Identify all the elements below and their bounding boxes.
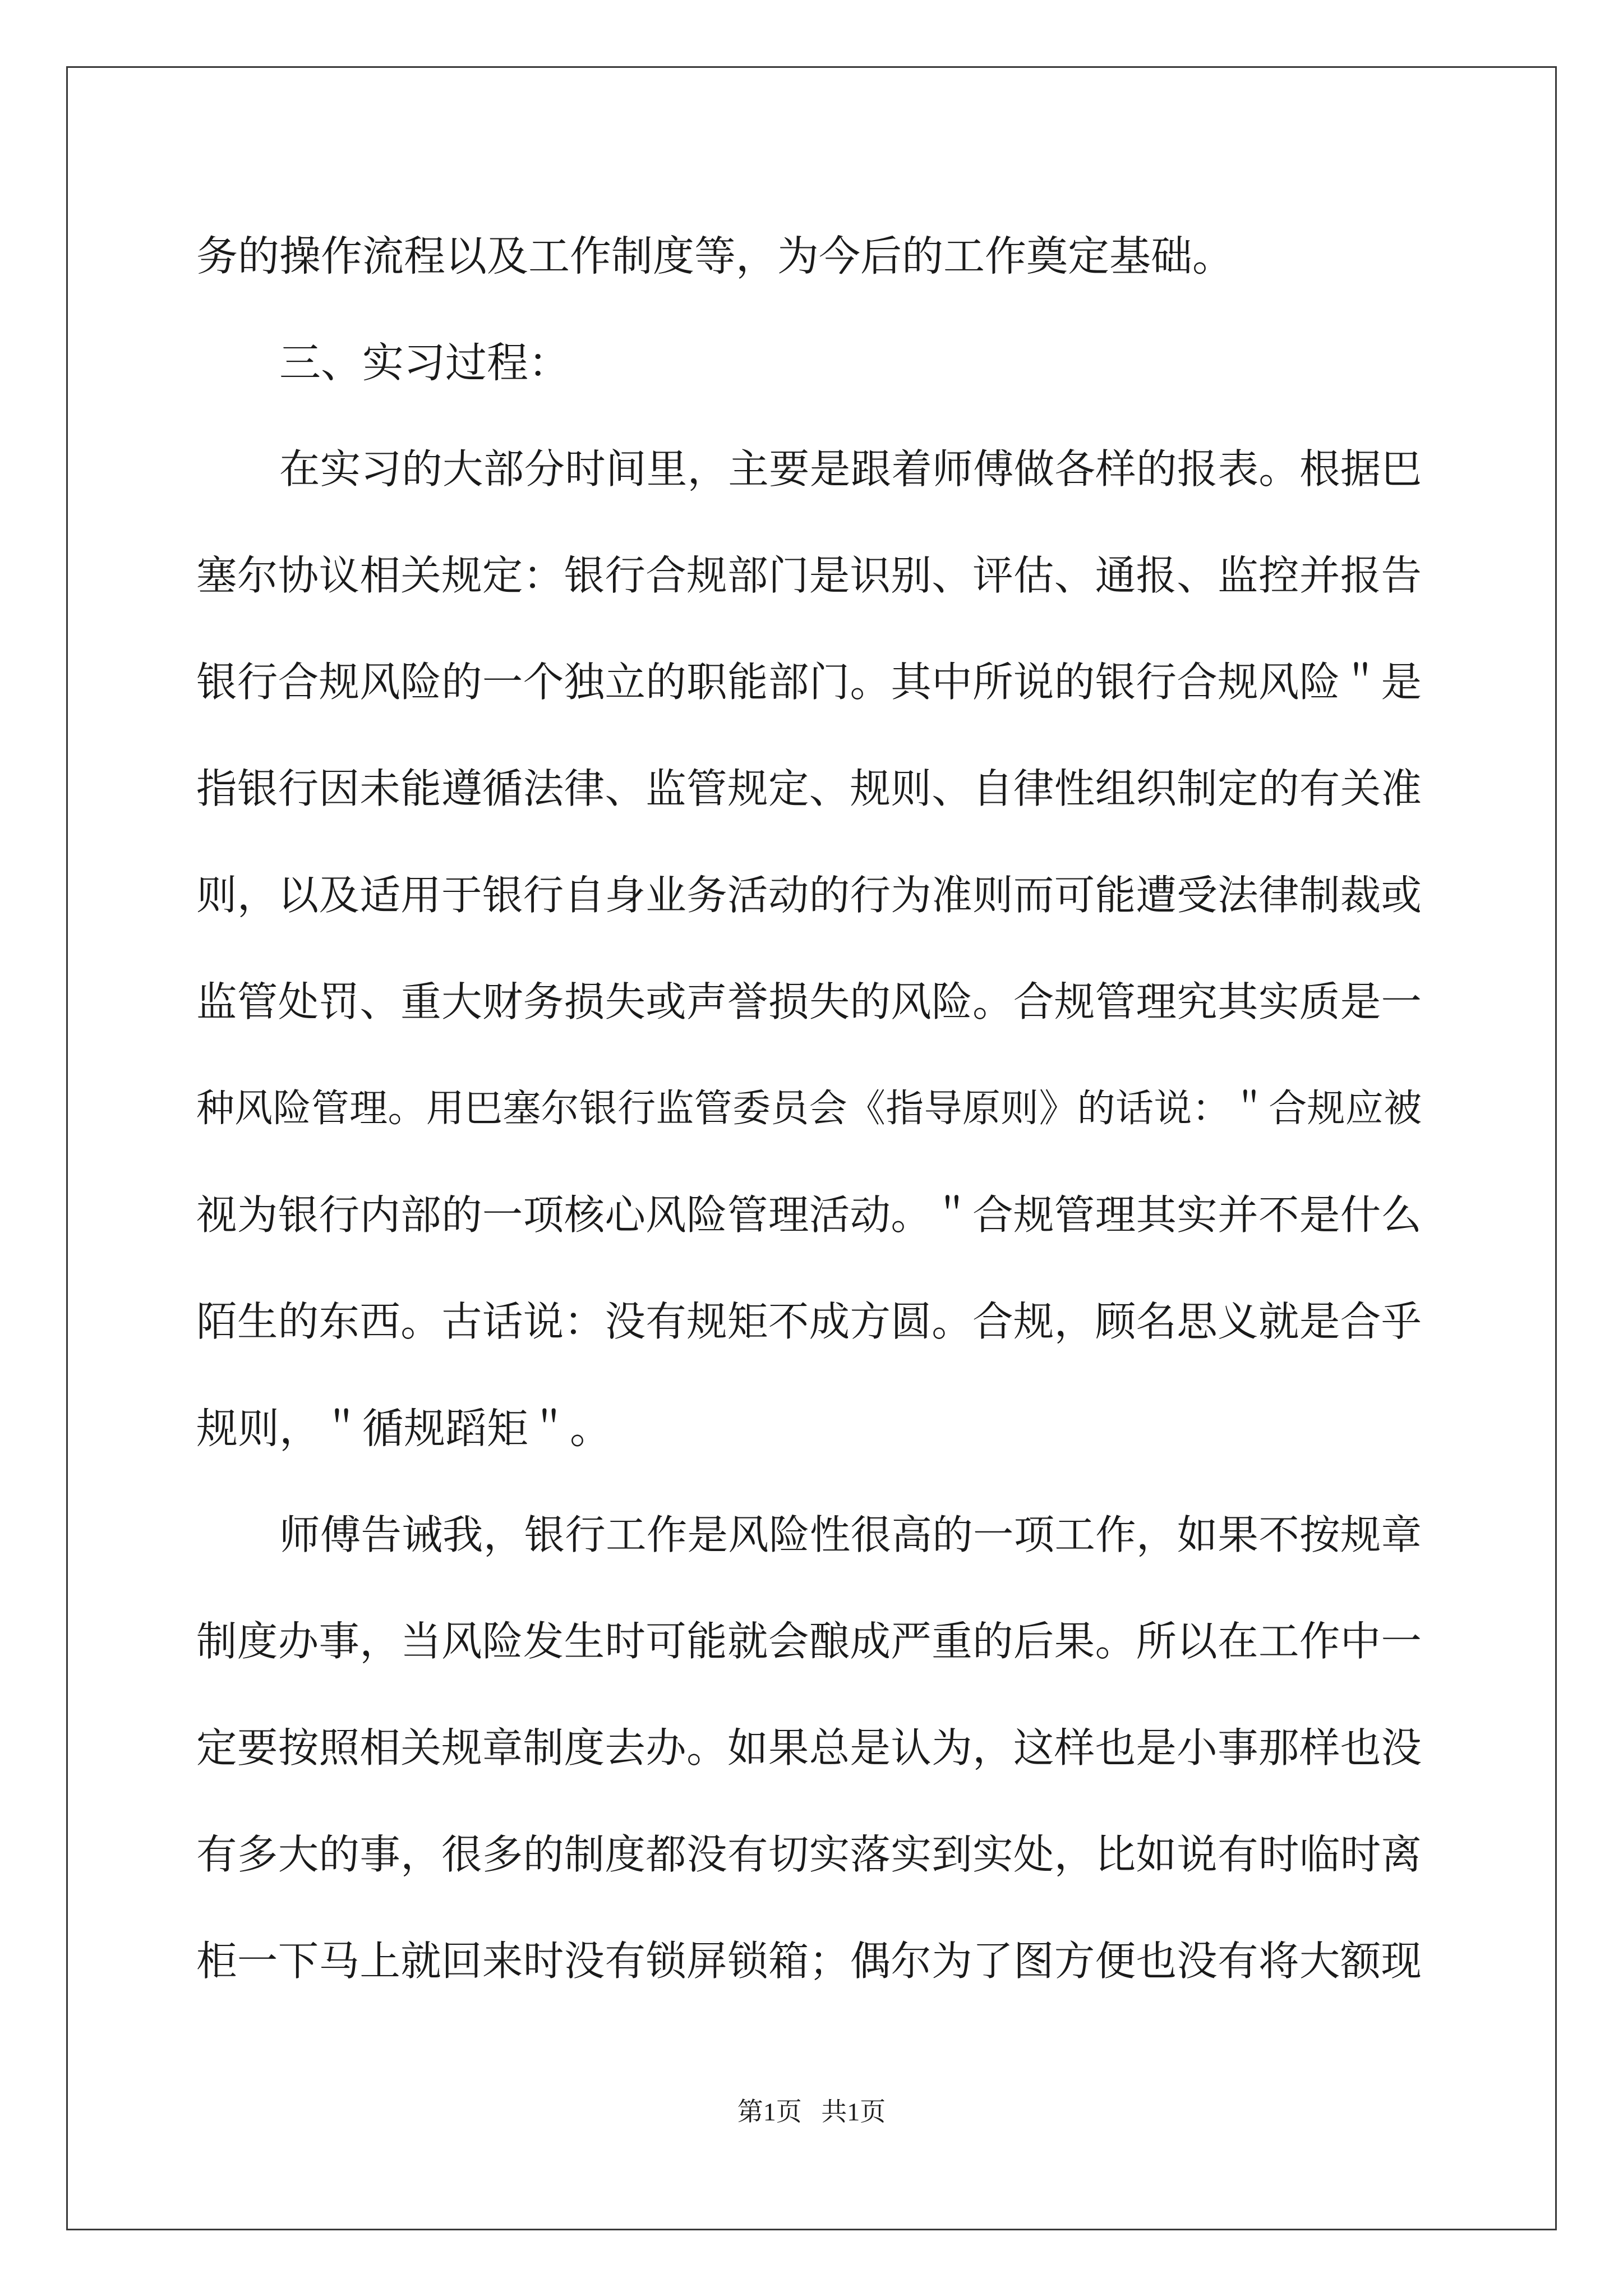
text-line: 师傅告诫我，银行工作是风险性很高的一项工作，如果不按规章 (279, 1512, 1422, 1559)
text-line: 规则，＂循规蹈矩＂。 (196, 1405, 611, 1453)
text-line: 制度办事，当风险发生时可能就会酿成严重的后果。所以在工作中一 (196, 1618, 1422, 1665)
text-line: 则，以及适用于银行自身业务活动的行为准则而可能遭受法律制裁或 (196, 872, 1422, 919)
text-line: 有多大的事，很多的制度都没有切实落实到实处，比如说有时临时离 (196, 1832, 1422, 1879)
text-line: 柜一下马上就回来时没有锁屏锁箱；偶尔为了图方便也没有将大额现 (196, 1938, 1422, 1985)
text-line: 务的操作流程以及工作制度等，为今后的工作奠定基础。 (196, 232, 1234, 280)
text-line: 塞尔协议相关规定：银行合规部门是识别、评估、通报、监控并报告 (196, 553, 1422, 600)
text-line: 监管处罚、重大财务损失或声誉损失的风险。合规管理究其实质是一 (196, 979, 1422, 1026)
section-heading: 三、实习过程： (279, 339, 570, 387)
text-line: 定要按照相关规章制度去办。如果总是认为，这样也是小事那样也没 (196, 1725, 1422, 1772)
text-line: 指银行因未能遵循法律、监管规定、规则、自律性组织制定的有关准 (196, 766, 1422, 813)
document-body (196, 203, 1422, 2015)
text-line: 在实习的大部分时间里，主要是跟着师傅做各样的报表。根据巴 (279, 446, 1422, 493)
page-number-footer: 第1页 共1页 (737, 2097, 886, 2126)
text-line: 银行合规风险的一个独立的职能部门。其中所说的银行合规风险＂是 (196, 659, 1422, 706)
text-line: 陌生的东西。古话说：没有规矩不成方圆。合规，顾名思义就是合乎 (196, 1299, 1422, 1346)
text-line: 视为银行内部的一项核心风险管理活动。＂合规管理其实并不是什么 (196, 1192, 1422, 1239)
text-line: 种风险管理。用巴塞尔银行监管委员会《指导原则》的话说：＂合规应被 (196, 1087, 1422, 1131)
